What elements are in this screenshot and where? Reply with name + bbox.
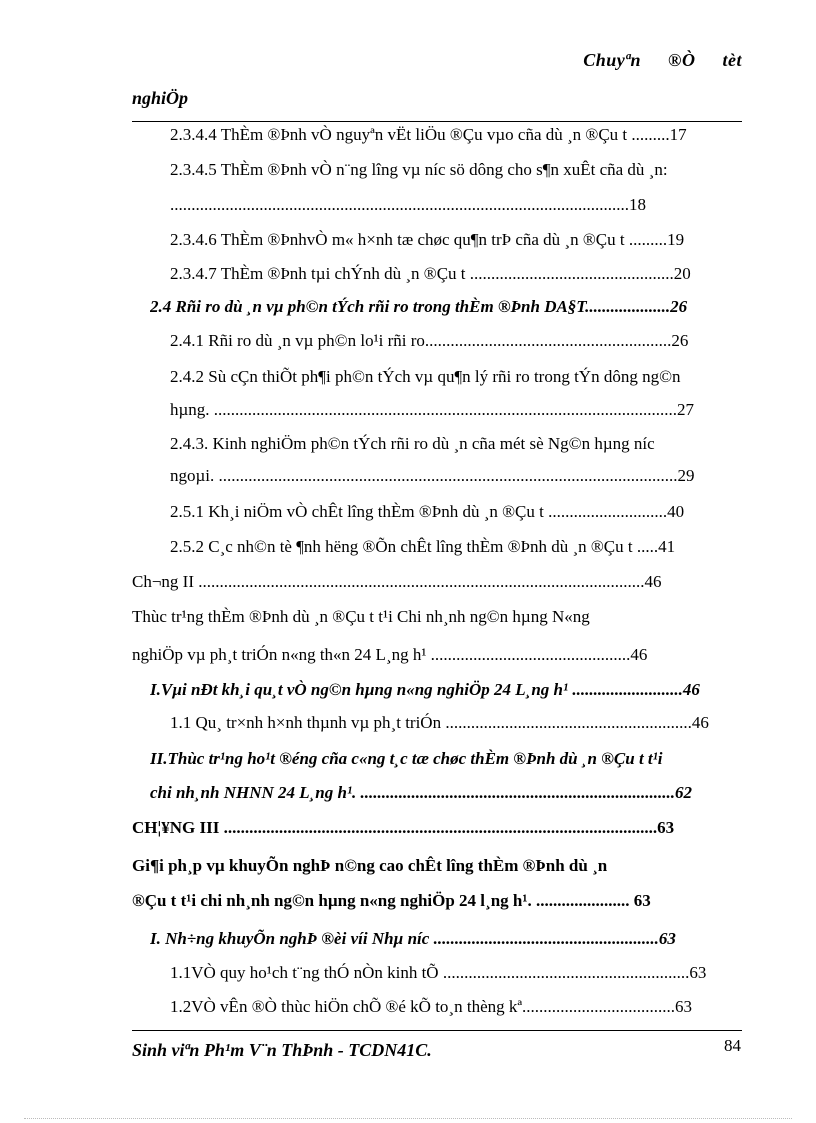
page-number: 84 — [724, 1036, 741, 1055]
toc-entry: 2.3.4.4 ThÈm ®Þnh vÒ nguyªn vËt liÖu ®Çu vµo cña dù ¸n ®Çu t .........17 — [170, 125, 687, 144]
toc-chapter-title: Gi¶i ph¸p vµ khuyÕn nghÞ n©ng cao chÊt lîng thÈm ®Þnh dù ¸n — [132, 856, 608, 875]
toc-chapter: Ch¬ng II .........................................................................................................46 — [132, 572, 662, 591]
toc-entry: ............................................................................................................18 — [170, 195, 646, 214]
footer-rule — [132, 1030, 742, 1031]
toc-chapter-title: ®Çu t t¹i chi nh¸nh ng©n hµng n«ng nghiÖp 24 l¸ng h¹. ...................... 63 — [132, 891, 651, 910]
toc-section-heading: chi nh¸nh NHNN 24 L¸ng h¹. ..........................................................................62 — [150, 783, 693, 802]
toc-entry: 1.1 Qu¸ tr×nh h×nh thµnh vµ ph¸t triÓn ..........................................................46 — [170, 713, 709, 732]
toc-section-heading: II.Thùc tr¹ng ho¹t ®éng cña c«ng t¸c tæ chøc thÈm ®Þnh dù ¸n ®Çu t t¹i — [150, 749, 663, 768]
toc-section-heading: I.Vµi nÐt kh¸i qu¸t vÒ ng©n hµng n«ng nghiÖp 24 L¸ng h¹ ..........................46 — [150, 680, 700, 699]
toc-entry: 1.2VÒ vÊn ®Ò thùc hiÖn chÕ ®é kÕ to¸n thèng kª....................................63 — [170, 997, 693, 1016]
footer-author: Sinh viªn Ph¹m V¨n ThÞnh - TCDN41C. — [132, 1040, 432, 1060]
toc-section-heading: 2.4 Rñi ro dù ¸n vµ ph©n tÝch rñi ro trong thÈm ®Þnh DA§T....................26 — [150, 297, 688, 316]
toc-entry: 2.4.2 Sù cÇn thiÕt ph¶i ph©n tÝch vµ qu¶n lý rñi ro trong tÝn dông ng©n — [170, 367, 681, 386]
toc-entry: 2.3.4.5 ThÈm ®Þnh vÒ n¨ng lîng vµ níc sö dông cho s¶n xuÊt cña dù ¸n: — [170, 160, 668, 179]
toc-entry: 2.3.4.6 ThÈm ®ÞnhvÒ m« h×nh tæ chøc qu¶n trÞ cña dù ¸n ®Çu t .........19 — [170, 230, 685, 249]
header-title-continued: nghiÖp — [132, 88, 189, 108]
page-edge-divider — [24, 1118, 792, 1119]
toc-chapter-title: Thùc tr¹ng thÈm ®Þnh dù ¸n ®Çu t t¹i Chi nh¸nh ng©n hµng N«ng — [132, 607, 590, 626]
toc-chapter-title: nghiÖp vµ ph¸t triÓn n«ng th«n 24 L¸ng h¹ ...............................................46 — [132, 645, 648, 664]
toc-entry: 2.4.1 Rñi ro dù ¸n vµ ph©n lo¹i rñi ro..........................................................26 — [170, 331, 689, 350]
toc-entry: 2.5.1 Kh¸i niÖm vÒ chÊt lîng thÈm ®Þnh dù ¸n ®Çu t ............................40 — [170, 502, 685, 521]
toc-entry: 2.3.4.7 ThÈm ®Þnh tµi chÝnh dù ¸n ®Çu t ................................................20 — [170, 264, 691, 283]
toc-section-heading: I. Nh÷ng khuyÕn nghÞ ®èi víi Nhµ níc .....................................................63 — [150, 929, 676, 948]
toc-entry: ngoµi. ............................................................................................................29 — [170, 466, 695, 485]
toc-entry: hµng. .............................................................................................................27 — [170, 400, 695, 419]
toc-chapter: CH¦¥NG III ......................................................................................................63 — [132, 818, 675, 837]
header-title: Chuyªn ®Ò tèt — [583, 50, 742, 70]
toc-entry: 2.5.2 C¸c nh©n tè ¶nh hëng ®Õn chÊt lîng thÈm ®Þnh dù ¸n ®Çu t .....41 — [170, 537, 676, 556]
toc-entry: 2.4.3. Kinh nghiÖm ph©n tÝch rñi ro dù ¸n cña mét sè Ng©n hµng níc — [170, 434, 655, 453]
toc-entry: 1.1VÒ quy ho¹ch t¨ng thÓ nÒn kinh tÕ ..........................................................63 — [170, 963, 707, 982]
